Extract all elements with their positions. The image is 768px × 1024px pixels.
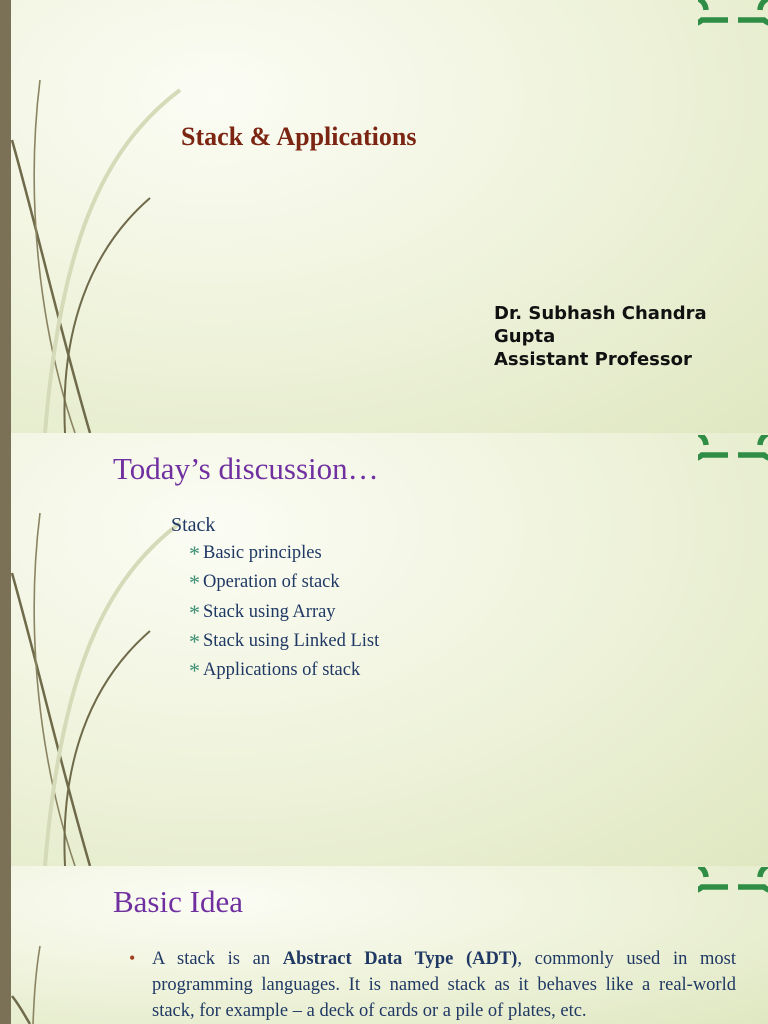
asterisk-bullet-icon: * [189, 599, 200, 625]
basic-idea-paragraph: A stack is an Abstract Data Type (ADT), commonly used in most programming languages. It is named stack as it behaves like a real-world stack, for example – a deck of cards or a pile of plates, etc. [152, 949, 736, 1021]
list-item: * Basic principles [189, 541, 322, 566]
author-role: Assistant Professor [494, 349, 692, 370]
presentation-title: Stack & Applications [181, 122, 417, 151]
decorative-swoosh [0, 433, 200, 866]
list-item: * Stack using Linked List [189, 628, 380, 654]
decorative-swoosh [0, 0, 200, 433]
author-name-line2: Gupta [494, 326, 556, 347]
asterisk-bullet-icon: * [189, 658, 200, 684]
geeksforgeeks-logo-icon [698, 867, 768, 903]
adt-emphasis: Abstract Data Type (ADT) [282, 949, 518, 969]
geeksforgeeks-logo-icon [698, 0, 768, 36]
slide-left-bar [0, 866, 11, 1024]
author-name-line1: Dr. Subhash Chandra [494, 303, 707, 324]
agenda-list [189, 543, 379, 689]
asterisk-bullet-icon: * [189, 541, 200, 566]
agenda-topic: Stack [171, 514, 216, 536]
agenda-heading: Today’s discussion… [113, 451, 379, 486]
slide-left-bar [0, 0, 11, 433]
list-item: * Stack using Array [189, 599, 336, 625]
slide-left-bar [0, 433, 11, 866]
asterisk-bullet-icon: * [189, 570, 200, 596]
round-bullet-icon: • [129, 948, 136, 968]
author-block [494, 302, 707, 371]
basic-idea-heading: Basic Idea [113, 884, 243, 919]
list-item: * Operation of stack [189, 570, 340, 596]
list-item: * Applications of stack [189, 658, 361, 684]
slide-title [0, 0, 768, 433]
asterisk-bullet-icon: * [189, 628, 200, 654]
slide-agenda [0, 433, 768, 866]
geeksforgeeks-logo-icon [698, 435, 768, 471]
